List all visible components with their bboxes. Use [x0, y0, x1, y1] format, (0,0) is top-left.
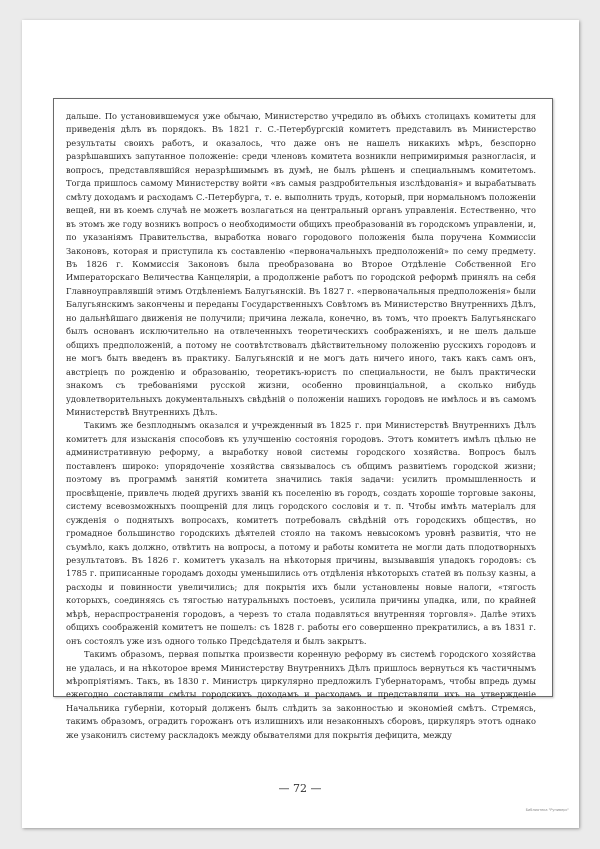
- paragraph-2: Такимъ же безплоднымъ оказался и учрежденный въ 1825 г. при Министерствѣ Внутреннихъ Дѣлъ комитетъ для изысканія способовъ къ улучшенію состоянія городовъ. Этотъ комитетъ имѣлъ цѣлью не административную реформу, а выработку новой системы городского хозяйства. Вопросъ былъ поставленъ широко: упорядоченіе хозяйства связывалось съ общимъ развитіемъ городской жизни; поэтому въ программѣ занятій комитета значились такія задачи: усилить промышленность и просвѣщеніе, привлечь людей другихъ званій къ поселенію въ городъ, создать хорошіе торговые законы, систему всевозможныхъ поощреній для лицъ городского сословія и т. п. Чтобы имѣть матеріалъ для сужденія о поднятыхъ вопросахъ, комитетъ потребовалъ свѣдѣній отъ городскихъ обществъ, но громадное большинство городскихъ дѣятелей стояло на такомъ невысокомъ уровнѣ развитія, что не съумѣло, какъ должно, отвѣтить на вопросы, а потому и работы комитета не могли дать плодотворныхъ результатовъ. Въ 1826 г. комитетъ указалъ на нѣкоторыя причины, вызывавшія упадокъ городовъ: съ 1785 г. приписанные городамъ доходы уменьшились отъ отдѣленія нѣкоторыхъ статей въ пользу казны, а расходы и повинности увеличились; для покрытія ихъ были установлены новые налоги, «тягость которыхъ, соединяясь съ тягостью натуральныхъ постоевъ, усилила причины упадка, или, по крайней мѣрѣ, нераспространенія городовъ, а черезъ то стала подавляться внутренняя торговля». Далѣе этихъ общихъ соображеній комитетъ не пошелъ: съ 1828 г. работы его совершенно прекратились, а въ 1831 г. онъ состоялъ уже изъ одного только Предсѣдателя и былъ закрытъ.: [66, 420, 536, 646]
- paragraph-1: дальше. По установившемуся уже обычаю, Министерство учредило въ обѣихъ столицахъ комитеты для приведенія дѣлъ въ порядокъ. Въ 1821 г. С.-Петербургскій комитетъ представилъ въ Министерство результаты своихъ работъ, и оказалось, что даже онъ не нашелъ никакихъ мѣръ, безспорно разрѣшавшихъ запутанное положеніе: среди членовъ комитета возникли непримиримыя разногласія, и вопросъ, представлявшійся неразрѣшимымъ въ думѣ, не былъ рѣшенъ и специальнымъ комитетомъ. Тогда пришлось самому Министерству войти «въ самыя раздробительныя изслѣдованія» и вырабатывать смѣту доходамъ и расходамъ С.-Петербурга, т. е. выполнить трудъ, который, при нормальномъ положеніи вещей, ни въ коемъ случаѣ не можетъ возлагаться на центральный органъ управленія. Естественно, что въ этомъ же году возникъ вопросъ о необходимости общихъ преобразованій въ городскомъ управленіи, и, по указаніямъ Правительства, выработка новаго городового положенія была поручена Коммиссіи Законовъ, которая и приступила къ составленію «первоначальныхъ предположеній» по сему предмету. Въ 1826 г. Коммиссія Законовъ была преобразована во Второе Отдѣленіе Собственной Его Императорскаго Величества Канцеляріи, а продолженіе работъ по городской реформѣ принялъ на себя Главноуправлявшій этимъ Отдѣленіемъ Балугьянскій. Въ 1827 г. «первоначальныя предположенія» были Балугьянскимъ закончены и переданы Государственныхъ Совѣтомъ въ Министерство Внутреннихъ Дѣлъ, но дальнѣйшаго движенія не получили; причина лежала, конечно, въ томъ, что проектъ Балугьянскаго былъ основанъ исключительно на отвлеченныхъ теоретическихъ соображеніяхъ, и не шелъ дальше общихъ предположеній, а потому не соотвѣтствовалъ дѣйствительному положенію русскихъ городовъ и не могъ быть введенъ въ практику. Балугьянскій и не могъ дать ничего иного, такъ какъ самъ онъ, австріецъ по рожденію и образованію, теоретикъ-юристъ по специальности, не былъ практически знакомъ съ требованіями русской жизни, особенно провинціальной, а сколько нибудь удовлетворительныхъ документальныхъ свѣдѣній о положеніи нашихъ городовъ не имѣлось и въ самомъ Министерствѣ Внутреннихъ Дѣлъ.: [66, 111, 536, 417]
- page-number: — 72 —: [278, 782, 322, 795]
- body-text: [66, 110, 536, 742]
- library-credit: Библиотека "Руниверс": [525, 808, 569, 812]
- paragraph-3: Такимъ образомъ, первая попытка произвести коренную реформу въ системѣ городского хозяйства не удалась, и на нѣкоторое время Министерству Внутреннихъ Дѣлъ пришлось вернуться къ частичнымъ мѣропріятіямъ. Такъ, въ 1830 г. Министръ циркулярно предложилъ Губернаторамъ, чтобы впредь думы ежегодно составляли смѣты городскихъ доходамъ и расходамъ и представляли ихъ на утвержденіе Начальника губерніи, который долженъ былъ слѣдить за законностью и экономіей смѣтъ. Стремясь, такимъ образомъ, оградить горожанъ отъ излишнихъ или незаконныхъ сборовъ, циркуляръ этотъ однако же узаконилъ систему раскладокъ между обывателями для покрытія дефицита, между: [66, 649, 536, 740]
